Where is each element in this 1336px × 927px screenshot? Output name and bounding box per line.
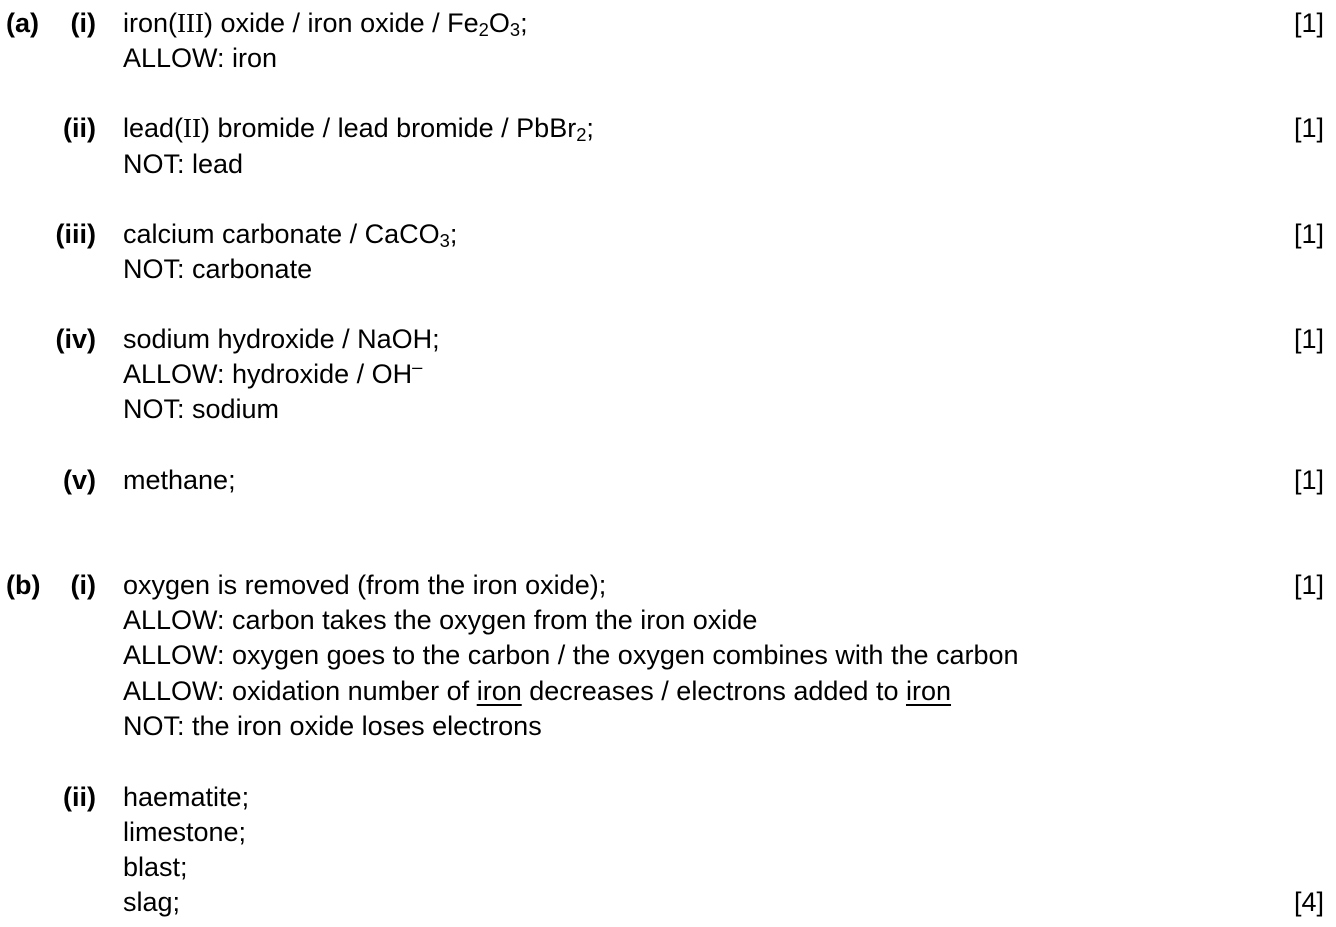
question-a-ii-label: (ii)	[63, 113, 96, 143]
mark-b-i: [1]	[1293, 570, 1324, 600]
answer-b-ii-2: limestone;	[123, 817, 247, 847]
part-b-label: (b)	[6, 570, 41, 600]
answer-b-ii-3: blast;	[123, 852, 188, 882]
allow-a-i: ALLOW: iron	[123, 43, 278, 73]
question-a-i-label: (i)	[70, 8, 96, 38]
mark-b-ii: [4]	[1293, 887, 1324, 917]
allow-b-i-3: ALLOW: oxidation number of iron decreases / electrons added to iron	[123, 676, 952, 706]
mark-a-iv: [1]	[1293, 324, 1324, 354]
question-b-i-label: (i)	[70, 570, 96, 600]
question-a-v-label: (v)	[63, 465, 96, 495]
answer-a-iii: calcium carbonate / CaCO$_3$;	[123, 219, 458, 252]
answer-a-ii: lead(II) bromide / lead bromide / PbBr$_2$;	[123, 113, 594, 146]
question-b-ii-label: (ii)	[63, 782, 96, 812]
answer-b-ii-4: slag;	[123, 887, 181, 917]
not-a-iv: NOT: sodium	[123, 394, 280, 424]
mark-a-ii: [1]	[1293, 113, 1324, 143]
answer-a-iv: sodium hydroxide / NaOH;	[123, 324, 440, 354]
answer-b-ii-1: haematite;	[123, 782, 250, 812]
answer-a-v: methane;	[123, 465, 236, 495]
answer-b-i: oxygen is removed (from the iron oxide);	[123, 570, 607, 600]
not-a-ii: NOT: lead	[123, 149, 244, 179]
not-a-iii: NOT: carbonate	[123, 254, 313, 284]
question-a-iii-label: (iii)	[55, 219, 96, 249]
question-a-iv-label: (iv)	[55, 324, 96, 354]
mark-a-v: [1]	[1293, 465, 1324, 495]
answer-a-i: iron(III) oxide / iron oxide / $Fe_2O_3$;	[123, 8, 528, 41]
allow-b-i-1: ALLOW: carbon takes the oxygen from the iron oxide	[123, 605, 758, 635]
not-b-i: NOT: the iron oxide loses electrons	[123, 711, 542, 741]
allow-b-i-2: ALLOW: oxygen goes to the carbon / the oxygen combines with the carbon	[123, 640, 1019, 670]
allow-a-iv: ALLOW: hydroxide / OH–	[123, 355, 423, 389]
part-a-label: (a)	[6, 8, 39, 38]
mark-a-i: [1]	[1293, 8, 1324, 38]
mark-a-iii: [1]	[1293, 219, 1324, 249]
